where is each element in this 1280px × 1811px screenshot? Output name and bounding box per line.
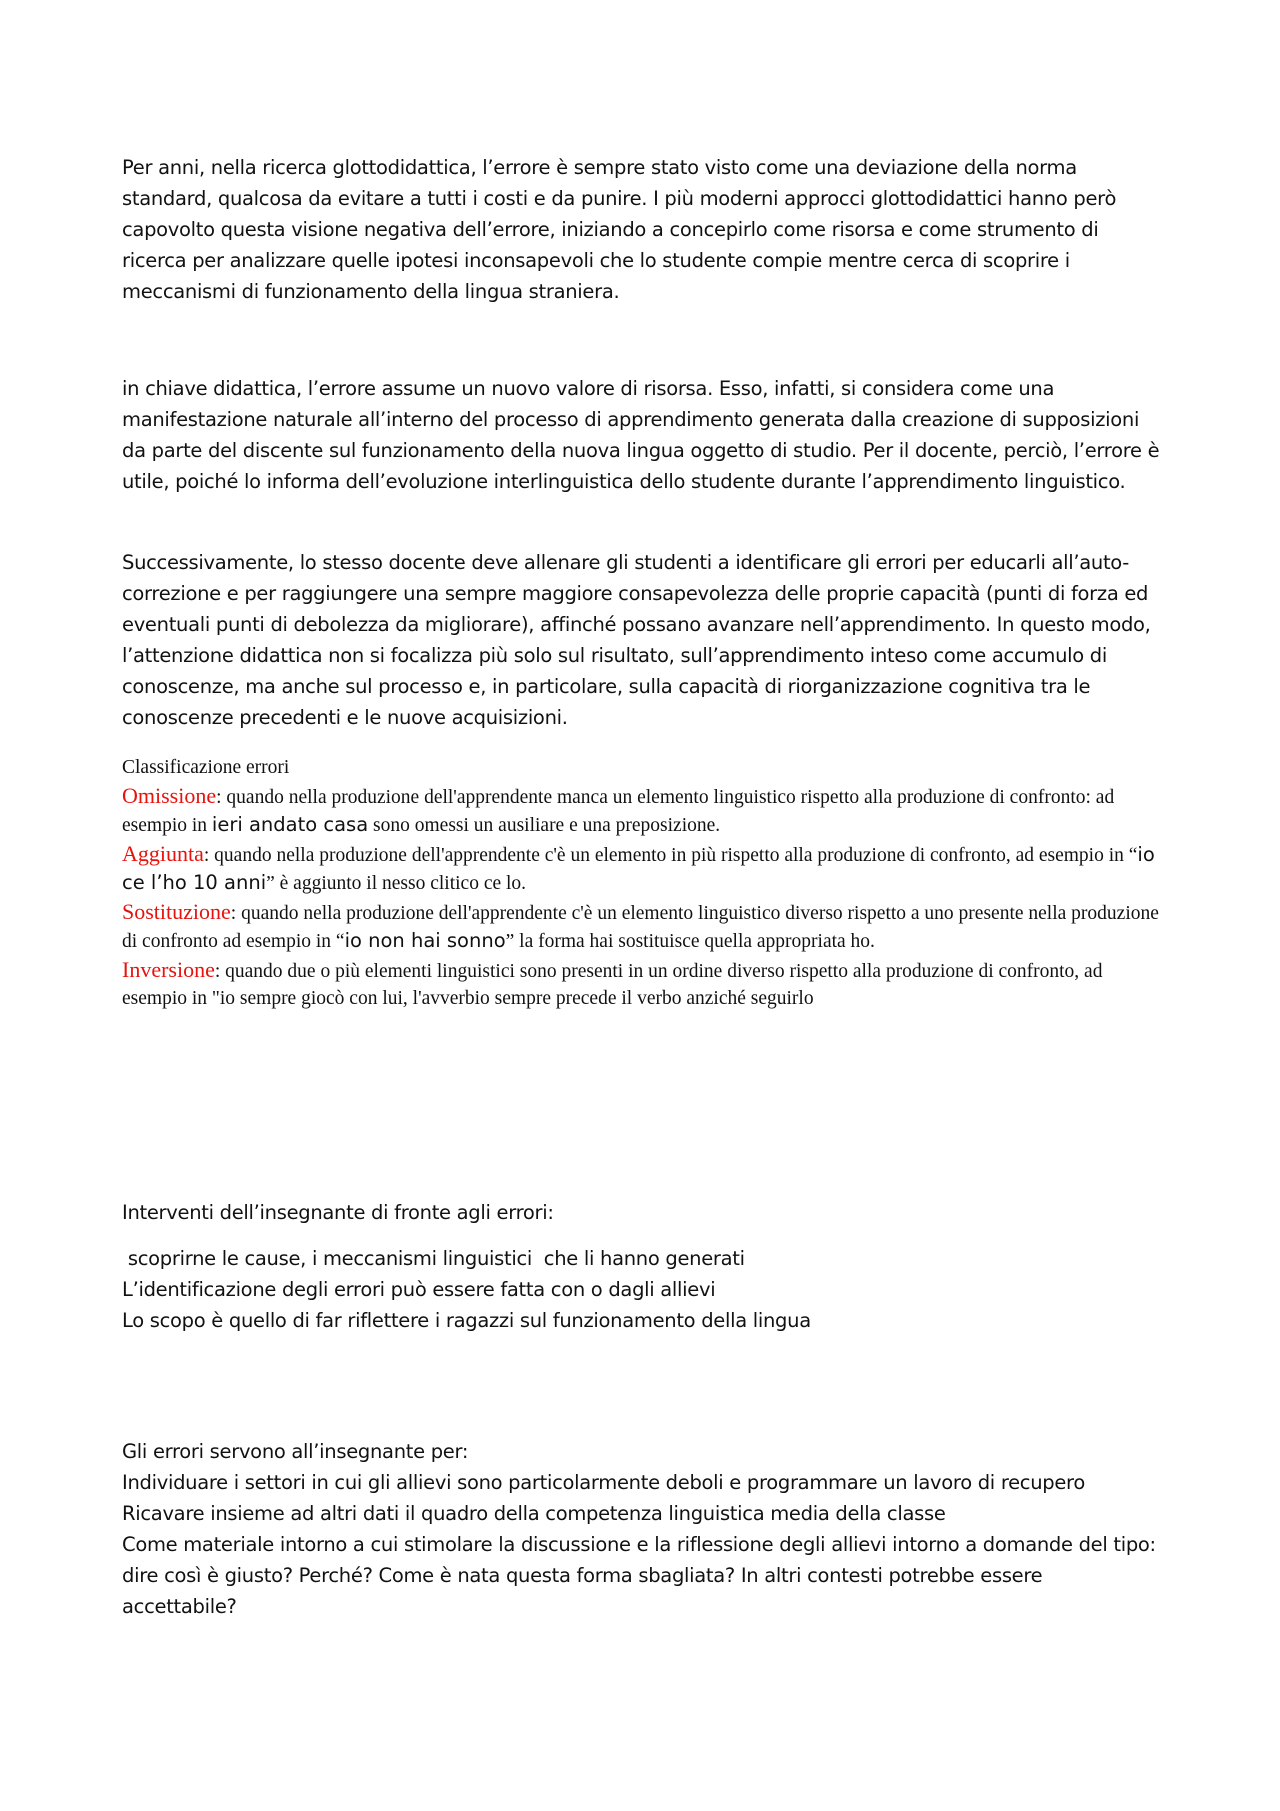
uses-section (122, 1436, 1162, 1622)
list-item: Lo scopo è quello di far riflettere i ragazzi sul funzionamento della lingua (122, 1309, 811, 1332)
inversion-entry: Inversione: quando due o più elementi linguistici sono presenti in un ordine diverso rispetto alla produzione di confronto, ad esempio in "io sempre giocò con lui, l'avverbio sempre precede il verbo anziché seguirlo (122, 956, 1103, 1009)
classification-title: Classificazione errori (122, 757, 290, 778)
list-item: L’identificazione degli errori può essere fatta con o dagli allievi (122, 1278, 716, 1301)
omission-term: Omissione (122, 782, 217, 808)
addition-example: io ce l’ho 10 anni (122, 842, 1155, 894)
uses-title: Gli errori servono all’insegnante per: (122, 1440, 469, 1463)
list-item: Individuare i settori in cui gli allievi sono particolarmente deboli e programmare un lavoro di recupero (122, 1471, 1085, 1494)
list-item: Come materiale intorno a cui stimolare la discussione e la riflessione degli allievi intorno a domande del tipo: dire così è giusto? Perché? Come è nata questa forma sbagliata? In altri contesti potrebbe essere accettabile? (122, 1533, 1156, 1618)
inversion-term: Inversione (122, 956, 215, 982)
interventions-title: Interventi dell’insegnante di fronte agli errori: (122, 1201, 554, 1224)
addition-term: Aggiunta (122, 840, 204, 866)
substitution-entry: Sostituzione: quando nella produzione dell'apprendente c'è un elemento linguistico diverso rispetto a uno presente nella produzione di confronto ad esempio in “io non hai sonno” la forma hai sostituisce quella appropriata ho. (122, 898, 1159, 952)
substitution-term: Sostituzione (122, 898, 231, 924)
intro-paragraph: Per anni, nella ricerca glottodidattica, l’errore è sempre stato visto come una deviazione della norma standard, qualcosa da evitare a tutti i costi e da punire. I più moderni approcci glottodidattici hanno però capovolto questa visione negativa dell’errore, iniziando a concepirlo come risorsa e come strumento di ricerca per analizzare quelle ipotesi inconsapevoli che lo studente compie mentre cerca di scoprire i meccanismi di funzionamento della lingua straniera. (122, 156, 1117, 303)
list-item: Ricavare insieme ad altri dati il quadro della competenza linguistica media della classe (122, 1502, 946, 1525)
addition-entry: Aggiunta: quando nella produzione dell'apprendente c'è un elemento in più rispetto alla produzione di confronto, ad esempio in “io ce l’ho 10 anni” è aggiunto il nesso clitico ce lo. (122, 840, 1155, 894)
classification-section (122, 754, 1172, 1013)
substitution-example: io non hai sonno (344, 929, 506, 952)
key-paragraph: in chiave didattica, l’errore assume un nuovo valore di risorsa. Esso, infatti, si considera come una manifestazione naturale all’interno del processo di apprendimento generata dalla creazione di supposizioni da parte del discente sul funzionamento della nuova lingua oggetto di studio. Per il docente, perciò, l’errore è utile, poiché lo informa dell’evoluzione interlinguistica dello studente durante l’apprendimento linguistico. (122, 377, 1160, 493)
list-item: scoprirne le cause, i meccanismi linguistici che li hanno generati (122, 1247, 745, 1270)
next-paragraph: Successivamente, lo stesso docente deve allenare gli studenti a identificare gli errori per educarli all’auto-correzione e per raggiungere una sempre maggiore consapevolezza delle proprie capacità (punti di forza ed eventuali punti di debolezza da migliorare), affinché possano avanzare nell’apprendimento. In questo modo, l’attenzione didattica non si focalizza più solo sul risultato, sull’apprendimento inteso come accumulo di conoscenze, ma anche sul processo e, in particolare, sulla capacità di riorganizzazione cognitiva tra le conoscenze precedenti e le nuove acquisizioni. (122, 551, 1151, 729)
interventions-list (122, 1243, 1162, 1336)
omission-entry: Omissione: quando nella produzione dell'apprendente manca un elemento linguistico rispetto alla produzione di confronto: ad esempio in ieri andato casa sono omessi un ausiliare e una preposizione. (122, 782, 1115, 836)
omission-example: ieri andato casa (211, 813, 369, 836)
